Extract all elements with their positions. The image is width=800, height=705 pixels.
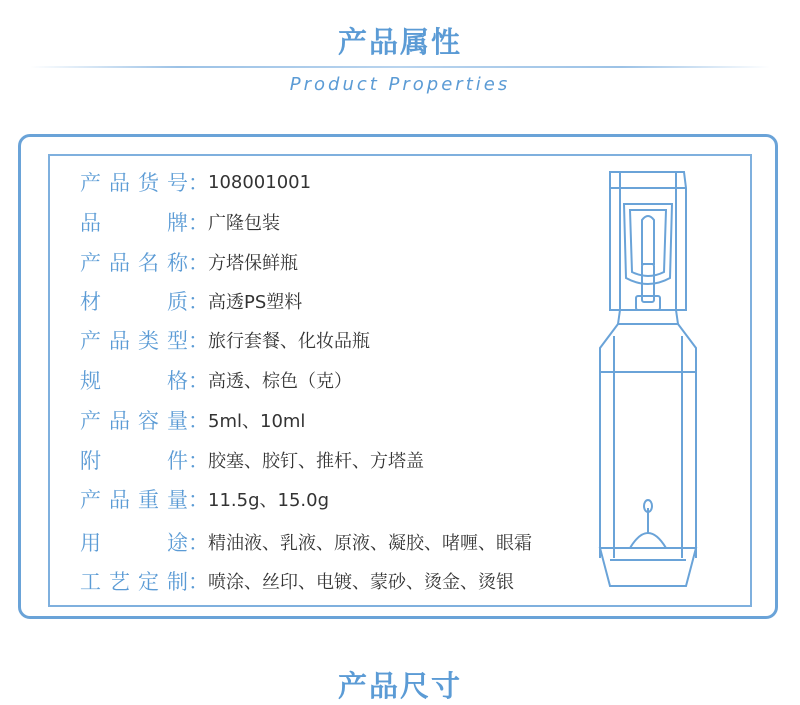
property-colon: ：: [188, 369, 209, 393]
property-value: 高透PS塑料: [208, 292, 303, 313]
property-colon: ：: [188, 409, 209, 433]
property-row: [80, 208, 280, 236]
property-colon: ：: [188, 251, 209, 275]
property-label: 品 牌: [80, 211, 188, 235]
property-colon: ：: [188, 449, 209, 473]
next-section-title: 产品尺寸: [337, 669, 462, 703]
section-title: 产品属性: [337, 25, 462, 59]
property-label: 工 艺 定 制: [80, 570, 188, 594]
property-label: 材 质: [80, 290, 188, 314]
property-row: [80, 248, 298, 276]
section-subtitle: Product Properties: [289, 74, 511, 95]
property-value: 高透、棕色（克）: [208, 371, 352, 392]
property-row: [80, 406, 305, 434]
property-row: [80, 528, 532, 556]
property-value: 胶塞、胶钉、推杆、方塔盖: [208, 451, 424, 472]
property-value: 11.5g、15.0g: [208, 490, 330, 511]
property-row: [80, 366, 352, 394]
property-row: [80, 168, 311, 196]
title-divider: [30, 66, 770, 68]
property-value: 精油液、乳液、原液、凝胶、啫喱、眼霜: [208, 533, 532, 554]
bottle-outline-icon: [596, 168, 702, 592]
property-label: 附 件: [80, 449, 188, 473]
property-value: 喷涂、丝印、电镀、蒙砂、烫金、烫银: [208, 572, 514, 593]
property-colon: ：: [188, 290, 209, 314]
property-label: 产 品 名 称: [80, 251, 188, 275]
property-label: 产 品 类 型: [80, 329, 188, 353]
property-value: 5ml、10ml: [208, 411, 306, 432]
property-label: 用 途: [80, 531, 188, 555]
property-row: [80, 567, 514, 595]
property-value: 广隆包装: [208, 213, 280, 234]
property-colon: ：: [188, 570, 209, 594]
property-colon: ：: [188, 211, 209, 235]
property-row: [80, 485, 329, 513]
property-row: [80, 287, 302, 315]
property-colon: ：: [188, 488, 209, 512]
property-colon: ：: [188, 329, 209, 353]
property-value: 旅行套餐、化妆品瓶: [208, 331, 370, 352]
property-row: [80, 326, 370, 354]
property-row: [80, 446, 424, 474]
property-label: 规 格: [80, 369, 188, 393]
property-label: 产 品 货 号: [80, 171, 188, 195]
property-label: 产 品 容 量: [80, 409, 188, 433]
property-value: 108001001: [208, 171, 312, 193]
property-value: 方塔保鲜瓶: [208, 253, 298, 274]
property-label: 产 品 重 量: [80, 488, 188, 512]
property-colon: ：: [188, 171, 209, 195]
property-colon: ：: [188, 531, 209, 555]
